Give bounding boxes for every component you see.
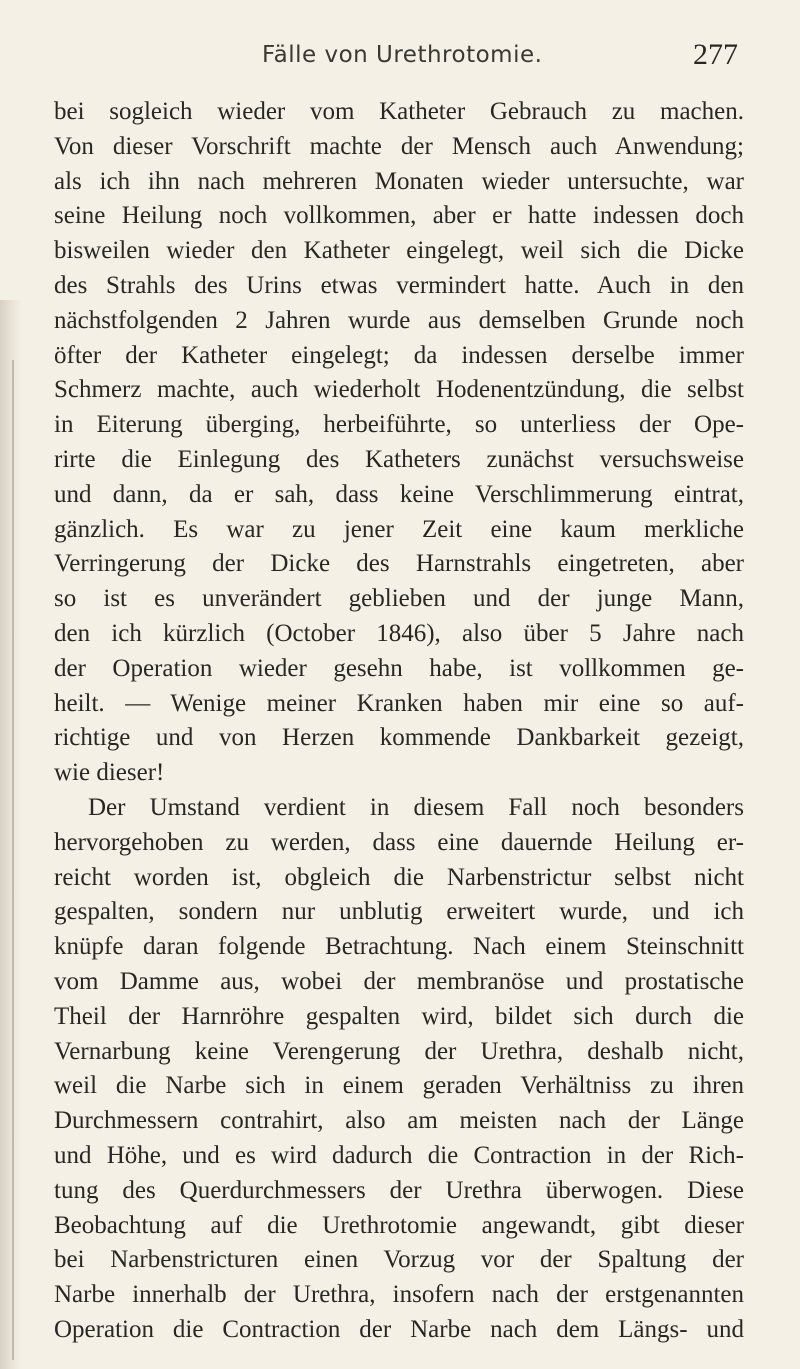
text-line: so ist es unverändert geblieben und der junge Mann, (54, 585, 744, 613)
text-line: den ich kürzlich (October 1846), also über 5 Jahre nach (54, 619, 744, 647)
text-line: Schmerz machte, auch wiederholt Hodenentzündung, die selbst (54, 376, 744, 404)
body-text (54, 95, 744, 1348)
page-number: 277 (693, 38, 738, 71)
text-line: richtige und von Herzen kommende Dankbarkeit gezeigt, (54, 724, 744, 752)
text-line: gespalten, sondern nur unblutig erweitert wurde, und ich (54, 898, 744, 926)
text-line: Operation die Contraction der Narbe nach dem Längs- und (54, 1315, 744, 1343)
text-line: Von dieser Vorschrift machte der Mensch auch Anwendung; (54, 132, 744, 160)
page-header (0, 38, 800, 82)
text-line: Der Umstand verdient in diesem Fall noch besonders (88, 793, 744, 821)
text-line: als ich ihn nach mehreren Monaten wieder untersuchte, war (54, 167, 744, 195)
text-line: hervorgehoben zu werden, dass eine dauernde Heilung er- (54, 828, 744, 856)
running-title: Fälle von Urethrotomie. (262, 42, 543, 68)
text-line: seine Heilung noch vollkommen, aber er hatte indessen doch (54, 202, 744, 230)
text-line: tung des Querdurchmessers der Urethra überwogen. Diese (54, 1176, 744, 1204)
text-line: heilt. — Wenige meiner Kranken haben mir eine so auf- (54, 689, 744, 717)
text-line: Verringerung der Dicke des Harnstrahls eingetreten, aber (54, 550, 744, 578)
text-line: bei Narbenstricturen einen Vorzug vor der Spaltung der (54, 1246, 744, 1274)
text-line: bei sogleich wieder vom Katheter Gebrauch zu machen. (54, 98, 744, 125)
text-line: in Eiterung überging, herbeiführte, so unterliess der Ope- (54, 411, 744, 439)
text-line: und dann, da er sah, dass keine Verschlimmerung eintrat, (54, 480, 744, 508)
text-line: Narbe innerhalb der Urethra, insofern nach der erstgenannten (54, 1281, 744, 1309)
text-line: gänzlich. Es war zu jener Zeit eine kaum merkliche (54, 515, 744, 543)
text-line: knüpfe daran folgende Betrachtung. Nach einem Steinschnitt (54, 933, 744, 961)
text-line: rirte die Einlegung des Katheters zunächst versuchsweise (54, 445, 744, 473)
text-line: Vernarbung keine Verengerung der Urethra, deshalb nicht, (54, 1037, 744, 1065)
text-line: wie dieser! (54, 759, 165, 787)
text-line: Theil der Harnröhre gespalten wird, bildet sich durch die (54, 1002, 744, 1030)
text-line: und Höhe, und es wird dadurch die Contraction in der Rich- (54, 1141, 744, 1169)
text-line: öfter der Katheter eingelegt; da indessen derselbe immer (54, 341, 744, 369)
page-gutter-shadow (0, 300, 22, 1369)
text-line: Durchmessern contrahirt, also am meisten nach der Länge (54, 1107, 744, 1135)
text-line: weil die Narbe sich in einem geraden Verhältniss zu ihren (54, 1072, 744, 1100)
text-line: bisweilen wieder den Katheter eingelegt, weil sich die Dicke (54, 237, 744, 265)
text-line: vom Damme aus, wobei der membranöse und prostatische (54, 967, 744, 995)
text-line: reicht worden ist, obgleich die Narbenstrictur selbst nicht (54, 863, 744, 891)
text-line: Beobachtung auf die Urethrotomie angewandt, gibt dieser (54, 1211, 744, 1239)
text-line: der Operation wieder gesehn habe, ist vollkommen ge- (54, 654, 744, 682)
text-line: des Strahls des Urins etwas vermindert hatte. Auch in den (54, 271, 744, 299)
text-line: nächstfolgenden 2 Jahren wurde aus demselben Grunde noch (54, 306, 744, 334)
